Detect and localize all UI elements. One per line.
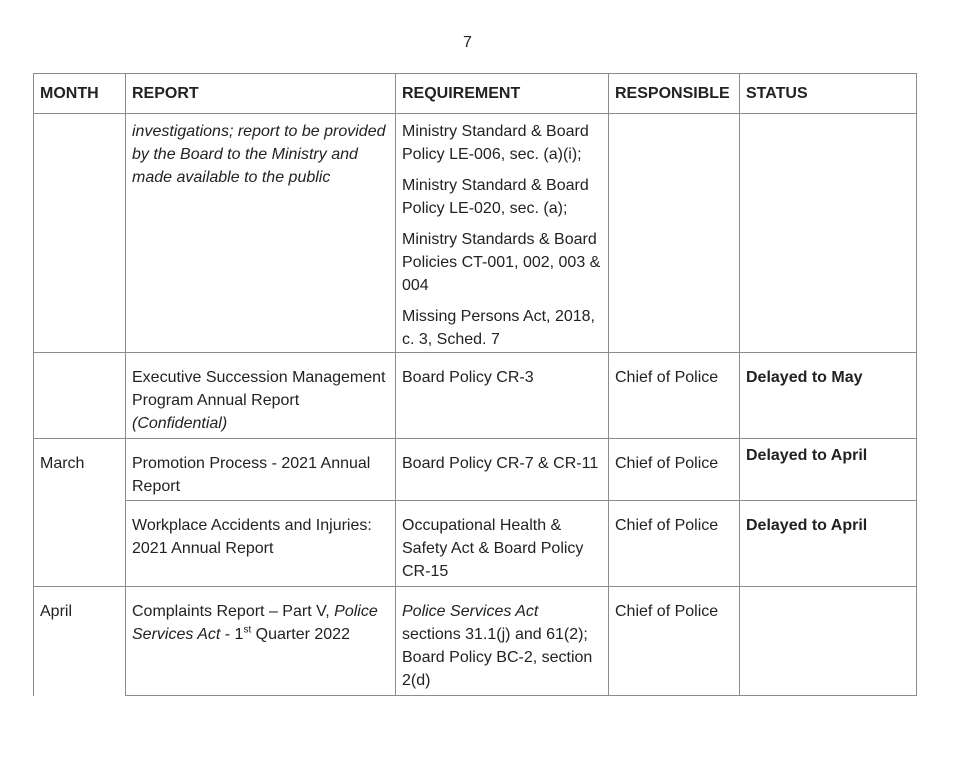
- row-divider: [125, 500, 917, 501]
- requirement-cell: [395, 592, 608, 692]
- requirement-cell: Board Policy CR-3: [402, 369, 534, 386]
- ordinal-suffix: st: [243, 624, 252, 636]
- header-requirement: REQUIREMENT: [402, 85, 521, 102]
- responsible-cell: Chief of Police: [615, 455, 719, 472]
- header-month: MONTH: [40, 85, 99, 102]
- report-cell: Workplace Accidents and Injuries: 2021 Annual Report: [132, 517, 372, 557]
- requirement-cell: Occupational Health & Safety Act & Board Policy CR-15: [402, 517, 584, 580]
- requirement-item: Ministry Standard & Board Policy LE-020, sec. (a);: [402, 177, 589, 217]
- responsible-cell: Chief of Police: [615, 517, 719, 534]
- month-cell: March: [40, 455, 85, 472]
- responsible-cell: Chief of Police: [615, 603, 719, 620]
- report-text: - 1: [220, 626, 244, 643]
- report-act-name: Police Services Act: [132, 603, 378, 643]
- page-number: 7: [463, 34, 472, 51]
- requirement-act-name: Police Services Act: [402, 603, 539, 620]
- month-cell: April: [40, 603, 73, 620]
- report-cell: [125, 358, 395, 435]
- requirement-text: sections 31.1(j) and 61(2); Board Policy BC-2, section 2(d): [402, 626, 593, 689]
- header-responsible: RESPONSIBLE: [615, 85, 730, 102]
- report-cell: Promotion Process - 2021 Annual Report: [132, 455, 371, 495]
- report-cell: investigations; report to be provided by the Board to the Ministry and made available to the public: [132, 123, 386, 186]
- report-cell: [125, 592, 395, 646]
- report-note: (Confidential): [132, 415, 228, 432]
- report-text: Quarter 2022: [251, 626, 350, 643]
- requirement-cell: [395, 112, 608, 359]
- requirement-cell: Board Policy CR-7 & CR-11: [402, 455, 599, 472]
- requirement-item: Missing Persons Act, 2018, c. 3, Sched. 7: [402, 308, 595, 348]
- status-cell: Delayed to April: [746, 447, 868, 464]
- report-text: Complaints Report – Part V,: [132, 603, 335, 620]
- requirement-item: Ministry Standard & Board Policy LE-006, sec. (a)(i);: [402, 123, 589, 163]
- table-bottom: [125, 695, 917, 696]
- header-status: STATUS: [746, 85, 808, 102]
- row-divider: [33, 586, 917, 587]
- requirement-item: Ministry Standards & Board Policies CT-001, 002, 003 & 004: [402, 231, 601, 294]
- status-cell: Delayed to April: [746, 517, 868, 534]
- status-cell: Delayed to May: [746, 369, 863, 386]
- report-title: Executive Succession Management Program Annual Report: [132, 369, 386, 409]
- responsible-cell: Chief of Police: [615, 369, 719, 386]
- header-report: REPORT: [132, 85, 199, 102]
